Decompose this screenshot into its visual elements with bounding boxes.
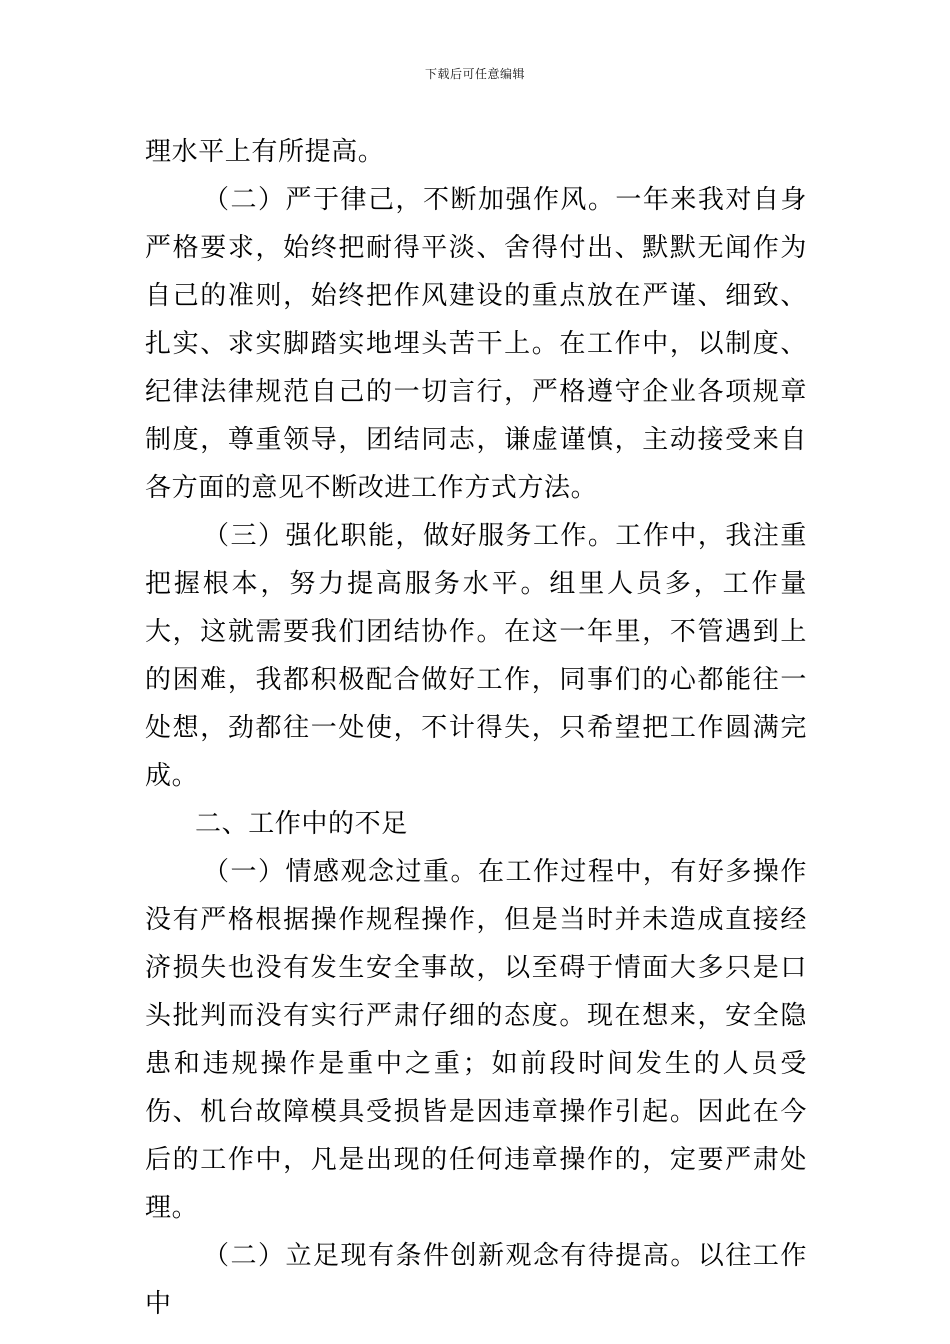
document-body: [145, 128, 807, 1328]
paragraph-self-discipline: （二）严于律己，不断加强作风。一年来我对自身严格要求，始终把耐得平淡、舍得付出、默默无闻作为自己的准则，始终把作风建设的重点放在严谨、细致、扎实、求实脚踏实地埋头苦干上。在工作中，以制度、纪律法律规范自己的一切言行，严格遵守企业各项规章制度，尊重领导，团结同志，谦虚谨慎，主动接受来自各方面的意见不断改进工作方式方法。: [145, 185, 807, 503]
paragraph-innovation-concept: （二）立足现有条件创新观念有待提高。以往工作中: [145, 1241, 807, 1319]
section-heading-shortcomings: 二、工作中的不足: [195, 809, 408, 839]
paragraph-continuation: 理水平上有所提高。: [145, 137, 385, 167]
paragraph-emotional-concept: （一）情感观念过重。在工作过程中，有好多操作没有严格根据操作规程操作，但是当时并未造成直接经济损失也没有发生安全事故，以至碍于情面大多只是口头批判而没有实行严肃仔细的态度。现在想来，安全隐患和违规操作是重中之重；如前段时间发生的人员受伤、机台故障模具受损皆是因违章操作引起。因此在今后的工作中，凡是出现的任何违章操作的，定要严肃处理。: [145, 857, 807, 1223]
paragraph-service-work: （三）强化职能，做好服务工作。工作中，我注重把握根本，努力提高服务水平。组里人员多，工作量大，这就需要我们团结协作。在这一年里，不管遇到上的困难，我都积极配合做好工作，同事们的心都能往一处想，劲都往一处使，不计得失，只希望把工作圆满完成。: [145, 521, 807, 791]
page-header: 下载后可任意编辑: [424, 67, 525, 81]
